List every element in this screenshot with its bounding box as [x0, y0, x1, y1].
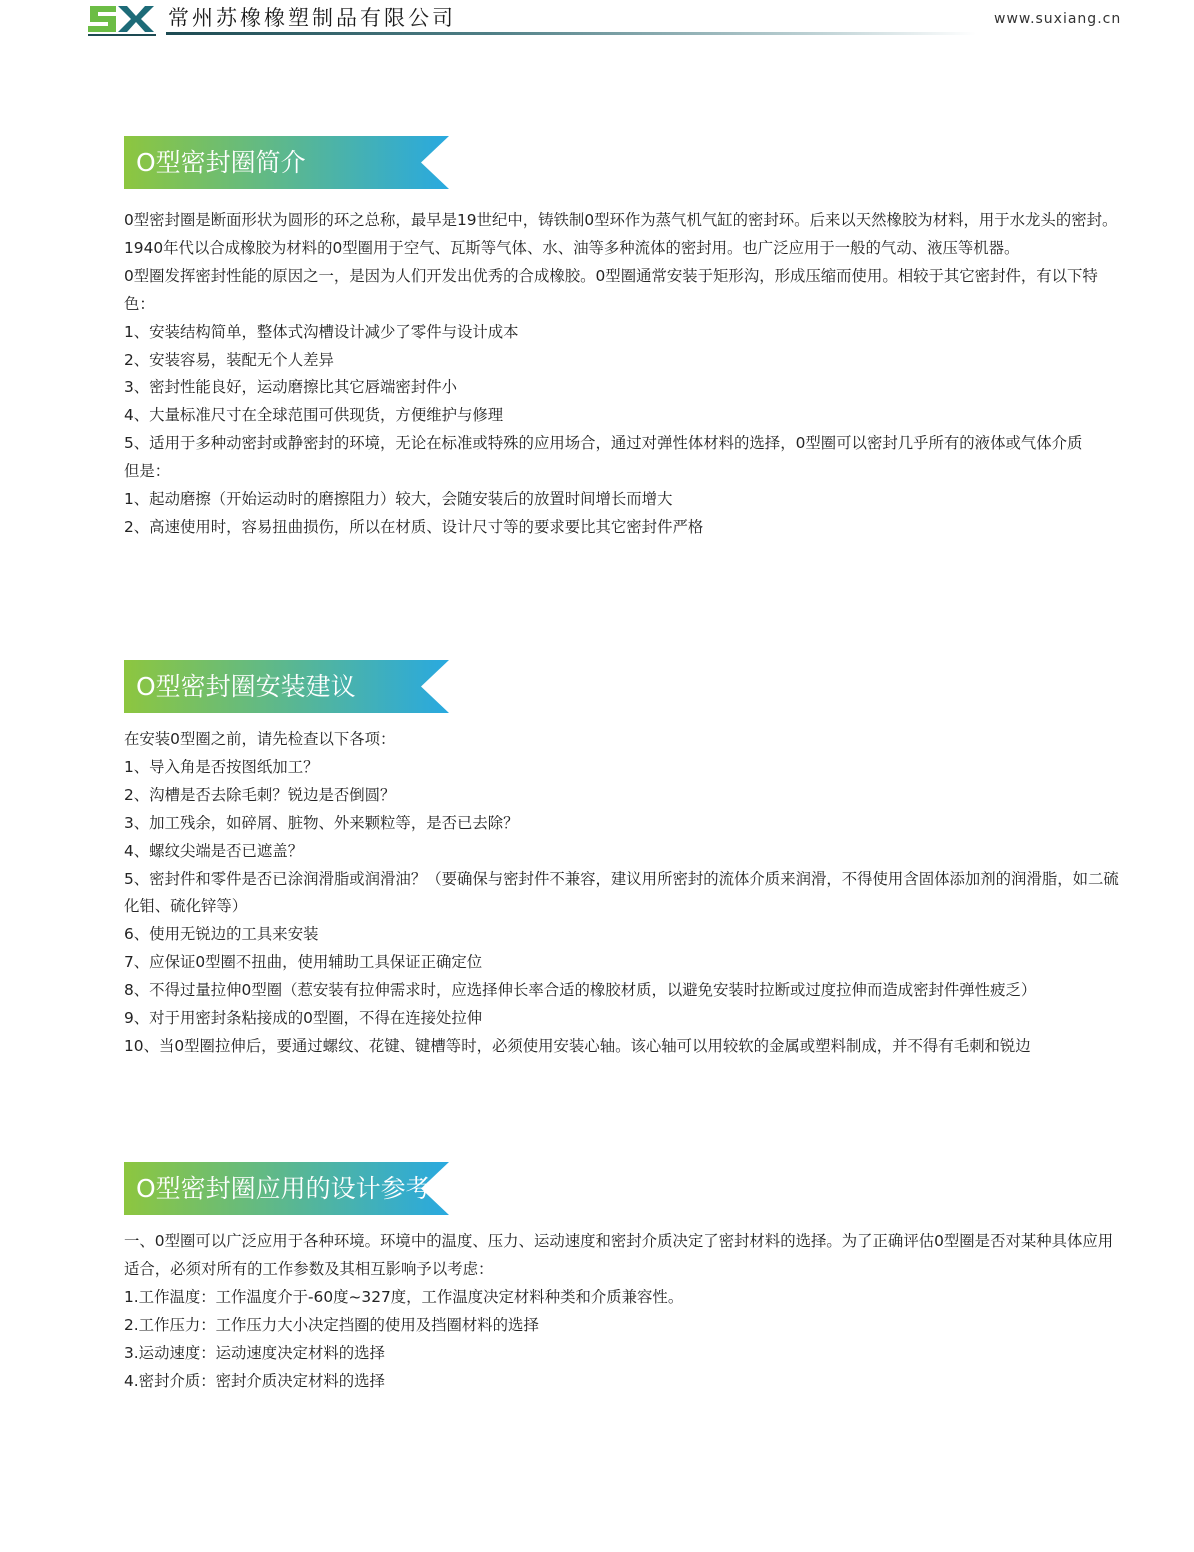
- company-logo: [86, 0, 158, 38]
- list-item: 1、安装结构简单，整体式沟槽设计减少了零件与设计成本: [124, 322, 519, 341]
- list-item: 3、加工残余，如碎屑、脏物、外来颗粒等，是否已去除？: [124, 813, 519, 832]
- header-divider: [166, 32, 976, 35]
- company-name: 常州苏橡橡塑制品有限公司: [168, 6, 456, 30]
- list-item: 5、适用于多种动密封或静密封的环境，无论在标准或特殊的应用场合，通过对弹性体材料的选择，0型圈可以密封几乎所有的液体或气体介质: [124, 434, 1083, 453]
- section-title: O型密封圈安装建议: [136, 672, 356, 701]
- paragraph: 0型密封圈是断面形状为圆形的环之总称，最早是19世纪中，铸铁制0型环作为蒸气机气缸的密封环。后来以天然橡胶为材料，用于水龙头的密封。1940年代以合成橡胶为材料的0型圈用于空气、瓦斯等气体、水、油等多种流体的密封用。也广泛应用于一般的气动、液压等机器。: [124, 211, 1118, 257]
- list-item: 10、当0型圈拉伸后，要通过螺纹、花键、键槽等时，必须使用安装心轴。该心轴可以用较软的金属或塑料制成，并不得有毛刺和锐边: [124, 1036, 1031, 1055]
- section-title: O型密封圈简介: [136, 148, 306, 177]
- section-banner-design: [124, 1162, 449, 1215]
- list-item: 2、安装容易，装配无个人差异: [124, 350, 334, 369]
- section-banner-install: [124, 660, 449, 713]
- list-item: 7、应保证0型圈不扭曲，使用辅助工具保证正确定位: [124, 953, 483, 972]
- section-body-install: [124, 726, 1128, 1061]
- list-item: 1.工作温度：工作温度介于-60度~327度，工作温度决定材料种类和介质兼容性。: [124, 1287, 684, 1306]
- list-item: 3.运动速度：运动速度决定材料的选择: [124, 1343, 385, 1362]
- list-item: 8、不得过量拉伸0型圈（惹安装有拉伸需求时，应选择伸长率合适的橡胶材质，以避免安装时拉断或过度拉伸而造成密封件弹性疲乏）: [124, 981, 1037, 1000]
- list-item: 2.工作压力：工作压力大小决定挡圈的使用及挡圈材料的选择: [124, 1315, 539, 1334]
- section-body-design: [124, 1228, 1128, 1395]
- list-item: 4.密封介质：密封介质决定材料的选择: [124, 1371, 385, 1390]
- paragraph: 一、0型圈可以广泛应用于各种环境。环境中的温度、压力、运动速度和密封介质决定了密封材料的选择。为了正确评估0型圈是否对某种具体应用适合，必须对所有的工作参数及其相互影响予以考虑：: [124, 1232, 1114, 1278]
- list-item: 1、导入角是否按图纸加工？: [124, 757, 319, 776]
- section-banner-intro: [124, 136, 449, 189]
- section-body-intro: [124, 207, 1128, 542]
- paragraph: 0型圈发挥密封性能的原因之一，是因为人们开发出优秀的合成橡胶。0型圈通常安装于矩形沟，形成压缩而使用。相较于其它密封件，有以下特色：: [124, 266, 1098, 313]
- list-item: 4、大量标准尺寸在全球范围可供现货，方便维护与修理: [124, 406, 504, 425]
- list-item: 3、密封性能良好，运动磨擦比其它唇端密封件小: [124, 378, 457, 397]
- page-header: [0, 0, 1194, 44]
- paragraph: 但是：: [124, 462, 171, 481]
- sx-logo-icon: [86, 0, 158, 38]
- list-item: 2、沟槽是否去除毛刺？锐边是否倒圆？: [124, 785, 396, 804]
- section-title: O型密封圈应用的设计参考: [136, 1174, 431, 1203]
- list-item: 5、密封件和零件是否已涂润滑脂或润滑油？（要确保与密封件不兼容，建议用所密封的流体介质来润滑，不得使用含固体添加剂的润滑脂，如二硫化钼、硫化锌等）: [124, 869, 1119, 916]
- website-url: www.suxiang.cn: [994, 11, 1122, 27]
- list-item: 9、对于用密封条粘接成的0型圈，不得在连接处拉伸: [124, 1009, 483, 1028]
- list-item: 4、螺纹尖端是否已遮盖？: [124, 841, 304, 860]
- list-item: 6、使用无锐边的工具来安装: [124, 925, 319, 944]
- paragraph: 在安装0型圈之前，请先检查以下各项：: [124, 730, 396, 748]
- list-item: 1、起动磨擦（开始运动时的磨擦阻力）较大，会随安装后的放置时间增长而增大: [124, 490, 673, 509]
- list-item: 2、高速使用时，容易扭曲损伤，所以在材质、设计尺寸等的要求要比其它密封件严格: [124, 517, 704, 536]
